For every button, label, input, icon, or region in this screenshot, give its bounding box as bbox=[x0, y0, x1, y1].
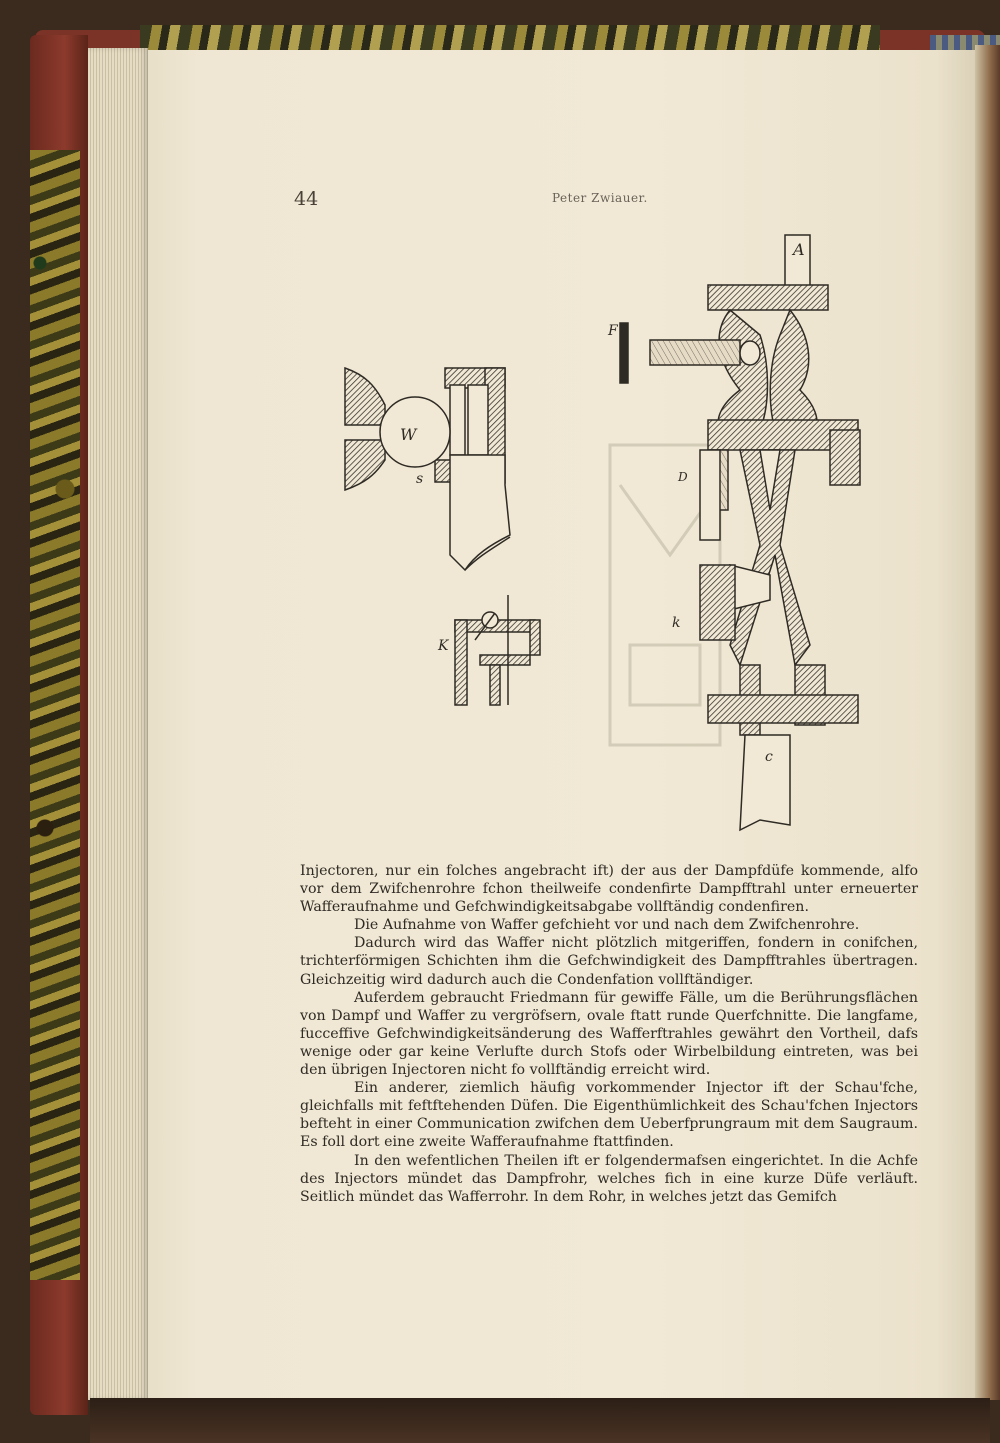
paragraph: Die Aufnahme von Waffer gefchieht vor und nach dem Zwifchenrohre. bbox=[354, 917, 860, 934]
label-A: A bbox=[793, 240, 805, 259]
label-s: s bbox=[416, 471, 424, 487]
label-F: F bbox=[608, 323, 618, 339]
label-D: D bbox=[678, 470, 688, 484]
page-header bbox=[0, 188, 1000, 212]
label-k: k bbox=[672, 615, 681, 631]
label-W: W bbox=[400, 425, 417, 444]
page-right-edge bbox=[975, 45, 1000, 1400]
page-stack-edges bbox=[88, 48, 148, 1400]
book-bottom bbox=[90, 1398, 990, 1443]
page-number: 44 bbox=[294, 188, 319, 210]
paragraph: In den wefentlichen Theilen ift er folgendermafsen eingerichtet. In die Achfe des Injectors mündet das Dampfrohr, welches fich in eine kurze Düfe verläuft. Seitlich mündet das Wafferrohr. In dem Rohr, in welches jetzt das Gemifch bbox=[300, 1152, 918, 1205]
label-K: K bbox=[438, 638, 449, 654]
marbled-endpaper-top bbox=[140, 25, 880, 53]
paragraph: Ein anderer, ziemlich häufig vorkommender Injector ift der Schau'fche, gleichfalls mit feftftehenden Düfen. Die Eigenthümlichkeit des Schau'fchen Injectors befteht in einer Communication zwifchen dem Ueberfprungraum mit dem Saugraum. Es foll dort eine zweite Wafferaufnahme ftattfinden. bbox=[300, 1080, 918, 1151]
paragraph: Auferdem gebraucht Friedmann für gewiffe Fälle, um die Berührungsflächen von Dampf und Waffer zu vergröfsern, ovale ftatt runde Querfchnitte. Die langfame, fucceffive Gefchwindigkeitsänderung des Wafferftrahles gewährt den Vortheil, dafs wenige oder gar keine Verlufte durch Stofs oder Wirbelbildung eintreten, was bei den übrigen Injectoren nicht fo vollftändig erreicht wird. bbox=[300, 989, 918, 1079]
injector-figure bbox=[290, 225, 910, 845]
body-text bbox=[300, 862, 918, 1206]
paragraph: Injectoren, nur ein folches angebracht ift) der aus der Dampfdüfe kommende, alfo vor dem Zwifchenrohre fchon theilweife condenfirte Dampfftrahl unter erneuerter Wafferaufnahme und Gefchwindigkeitsabgabe vollftändig condenfiren. bbox=[300, 863, 918, 916]
injector-main-drawing bbox=[620, 235, 860, 830]
paragraph: Dadurch wird das Waffer nicht plötzlich mitgeriffen, fondern in conifchen, trichterförmigen Schichten ihm die Gefchwindigkeit des Dampfftrahles übertragen. Gleichzeitig wird dadurch auch die Condenfation vollftändiger. bbox=[300, 935, 918, 988]
water-valve-drawing bbox=[345, 368, 510, 570]
marbled-endpaper-left bbox=[30, 150, 80, 1280]
small-valve-drawing bbox=[455, 595, 540, 705]
running-head: Peter Zwiauer. bbox=[552, 191, 648, 205]
label-c: c bbox=[765, 749, 773, 765]
